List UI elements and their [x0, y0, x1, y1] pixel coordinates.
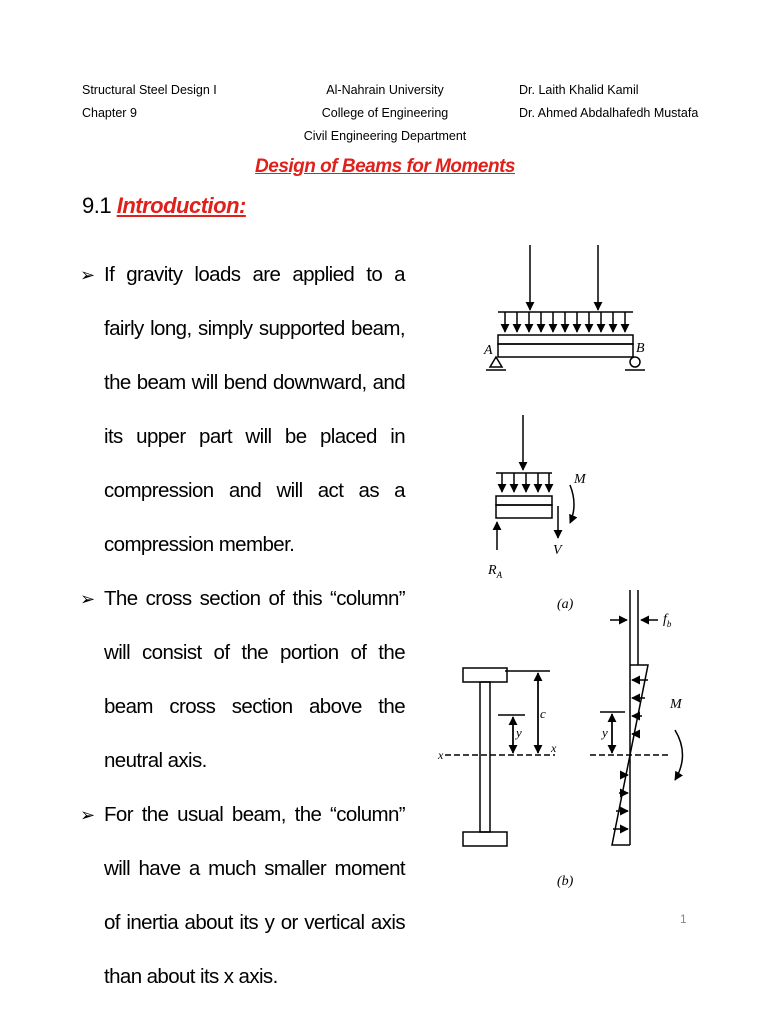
free-body-diagram [496, 415, 574, 550]
author-1: Dr. Laith Khalid Kamil [519, 83, 639, 97]
fb-label: $f_b$ [663, 612, 672, 629]
y-stress-label: y [602, 725, 608, 740]
simply-supported-beam-diagram [486, 245, 645, 370]
support-a-label: A [484, 343, 493, 358]
part-a-label: (a) [557, 597, 574, 612]
support-b-label: B [636, 341, 645, 356]
moment-b-label: M [670, 697, 682, 712]
bullet-item [80, 572, 405, 788]
header-center [300, 79, 470, 148]
author-2: Dr. Ahmed Abdalhafedh Mustafa [519, 106, 699, 120]
document-title: Design of Beams for Moments [255, 156, 515, 177]
header-left [82, 79, 217, 125]
bullet-item [80, 248, 405, 572]
section-heading [82, 193, 246, 219]
page-number: 1 [680, 912, 687, 926]
section-title: Introduction: [116, 193, 246, 218]
section-number: 9.1 [82, 193, 117, 218]
bullet-arrow-icon: ➢ [80, 805, 95, 825]
department-name: Civil Engineering Department [303, 129, 467, 143]
x-left-label: x [438, 748, 444, 762]
bullet-arrow-icon: ➢ [80, 265, 95, 285]
beam-figure [420, 240, 720, 900]
bullet-text: If gravity loads are applied to a fairly long, simply supported beam, the beam will bend downward, and its upper part will be placed in compression and will act as a compression member. [104, 263, 405, 556]
i-section-diagram [445, 668, 555, 846]
c-label: c [540, 706, 546, 721]
shear-label: V [553, 543, 562, 558]
moment-label: M [574, 472, 586, 487]
x-right-label: x [551, 741, 557, 755]
course-name: Structural Steel Design I [82, 83, 217, 97]
bullet-text: For the usual beam, the “column” will have a much smaller moment of inertia about its y or vertical axis than about its x axis. [104, 803, 405, 988]
university-name: Al-Nahrain University [326, 83, 444, 97]
bullet-arrow-icon: ➢ [80, 589, 95, 609]
college-name: College of Engineering [321, 106, 449, 120]
part-b-label: (b) [557, 874, 574, 889]
header-right [519, 79, 698, 125]
reaction-label: $R_A$ [488, 563, 503, 580]
bullet-item [80, 788, 405, 1004]
bullet-list [80, 248, 405, 1004]
bullet-text: The cross section of this “column” will consist of the portion of the beam cross section above the neutral axis. [104, 587, 405, 772]
y-label: y [516, 725, 522, 740]
chapter-label: Chapter 9 [82, 106, 137, 120]
